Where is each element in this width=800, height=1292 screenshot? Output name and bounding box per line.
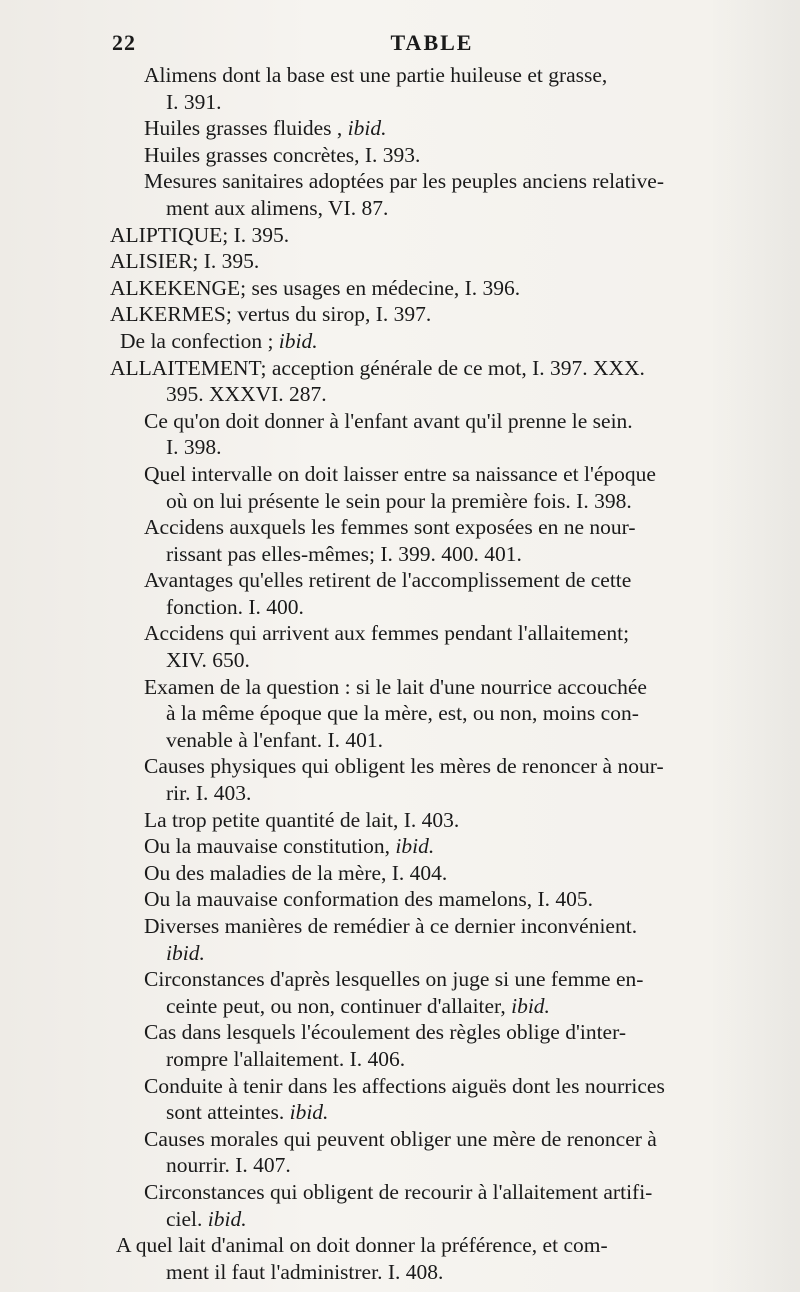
index-entry	[110, 567, 760, 620]
index-entry-line: Accidens auxquels les femmes sont exposées en ne nour-	[144, 515, 636, 540]
page-header	[112, 30, 752, 60]
index-entry	[110, 328, 760, 355]
index-entry	[110, 753, 760, 806]
index-entry-line: nourrir. I. 407.	[166, 1153, 291, 1178]
index-entry	[110, 966, 760, 1019]
index-entry-line: ciel. ibid.	[166, 1206, 247, 1231]
index-entry	[110, 807, 760, 834]
index-entry-line: rompre l'allaitement. I. 406.	[166, 1046, 406, 1071]
index-entry-line: Cas dans lesquels l'écoulement des règles oblige d'inter-	[144, 1020, 626, 1045]
index-entry	[110, 860, 760, 887]
index-entry	[110, 142, 760, 169]
index-entry-line: I. 398.	[166, 435, 222, 460]
index-entry	[110, 1126, 760, 1179]
index-entry-line: XIV. 650.	[166, 648, 250, 673]
index-entry	[110, 275, 760, 302]
index-entry	[110, 913, 760, 966]
index-entry-line: ibid.	[166, 940, 205, 965]
index-entry-line: Avantages qu'elles retirent de l'accomplissement de cette	[144, 568, 632, 593]
index-entry-line: ALISIER; I. 395.	[110, 249, 260, 274]
index-entry	[110, 408, 760, 461]
index-entry-line: Accidens qui arrivent aux femmes pendant l'allaitement;	[144, 621, 630, 646]
index-entry	[110, 1019, 760, 1072]
index-entry-line: ment aux alimens, VI. 87.	[166, 195, 389, 220]
index-entry	[110, 1232, 760, 1285]
index-entry	[110, 1179, 760, 1232]
index-entry	[110, 833, 760, 860]
page-number: 22	[112, 30, 136, 55]
index-entry-line: Ou la mauvaise constitution, ibid.	[144, 834, 435, 859]
index-entry-line: ALIPTIQUE; I. 395.	[110, 222, 290, 247]
index-entry-line: ALKEKENGE; ses usages en médecine, I. 396.	[110, 275, 521, 300]
index-entry-line: Conduite à tenir dans les affections aiguës dont les nourrices	[144, 1073, 665, 1098]
index-entry-line: rissant pas elles-mêmes; I. 399. 400. 401.	[166, 541, 522, 566]
index-entry	[110, 248, 760, 275]
index-entry	[110, 461, 760, 514]
index-entry-line: De la confection ; ibid.	[120, 328, 318, 353]
index-entry	[110, 514, 760, 567]
index-entries	[110, 62, 760, 1285]
index-entry-line: ceinte peut, ou non, continuer d'allaiter, ibid.	[166, 993, 550, 1018]
index-entry-line: Mesures sanitaires adoptées par les peuples anciens relative-	[144, 169, 664, 194]
index-entry-line: Circonstances d'après lesquelles on juge si une femme en-	[144, 967, 644, 992]
index-entry	[110, 301, 760, 328]
index-entry-line: Huiles grasses fluides , ibid.	[144, 116, 387, 141]
index-entry-line: I. 391.	[166, 89, 222, 114]
index-entry-line: rir. I. 403.	[166, 781, 252, 806]
index-entry-line: Ou la mauvaise conformation des mamelons, I. 405.	[144, 887, 594, 912]
index-entry-line: Ce qu'on doit donner à l'enfant avant qu'il prenne le sein.	[144, 408, 633, 433]
index-entry	[110, 674, 760, 754]
index-entry-line: Ou des maladies de la mère, I. 404.	[144, 860, 448, 885]
index-entry-line: Causes physiques qui obligent les mères de renoncer à nour-	[144, 754, 664, 779]
index-entry	[110, 168, 760, 221]
index-entry-line: Diverses manières de remédier à ce dernier inconvénient.	[144, 914, 638, 938]
index-entry-line: Circonstances qui obligent de recourir à l'allaitement artifi-	[144, 1179, 653, 1204]
index-entry	[110, 62, 760, 115]
index-entry-line: Causes morales qui peuvent obliger une mère de renoncer à	[144, 1126, 657, 1151]
index-entry-line: où on lui présente le sein pour la première fois. I. 398.	[166, 488, 632, 513]
index-entry-line: ALLAITEMENT; acception générale de ce mot, I. 397. XXX.	[110, 355, 645, 380]
index-entry-line: La trop petite quantité de lait, I. 403.	[144, 807, 460, 832]
index-entry-line: Alimens dont la base est une partie huileuse et grasse,	[144, 63, 608, 87]
index-entry-line: Examen de la question : si le lait d'une nourrice accouchée	[144, 674, 647, 699]
index-entry-line: Huiles grasses concrètes, I. 393.	[144, 142, 421, 167]
index-entry-line: fonction. I. 400.	[166, 594, 304, 619]
index-entry	[110, 1073, 760, 1126]
index-entry-line: ALKERMES; vertus du sirop, I. 397.	[110, 302, 432, 327]
running-title: TABLE	[390, 30, 474, 55]
index-entry	[110, 115, 760, 142]
index-entry	[110, 222, 760, 249]
index-entry	[110, 886, 760, 913]
index-entry-line: 395. XXXVI. 287.	[166, 382, 327, 407]
index-entry-line: à la même époque que la mère, est, ou non, moins con-	[166, 701, 639, 726]
index-entry	[110, 620, 760, 673]
index-entry	[110, 355, 760, 408]
index-entry-line: venable à l'enfant. I. 401.	[166, 727, 383, 752]
index-entry-line: Quel intervalle on doit laisser entre sa naissance et l'époque	[144, 461, 656, 486]
index-entry-line: A quel lait d'animal on doit donner la préférence, et com-	[116, 1233, 608, 1258]
index-entry-line: ment il faut l'administrer. I. 408.	[166, 1259, 444, 1284]
index-entry-line: sont atteintes. ibid.	[166, 1100, 329, 1125]
